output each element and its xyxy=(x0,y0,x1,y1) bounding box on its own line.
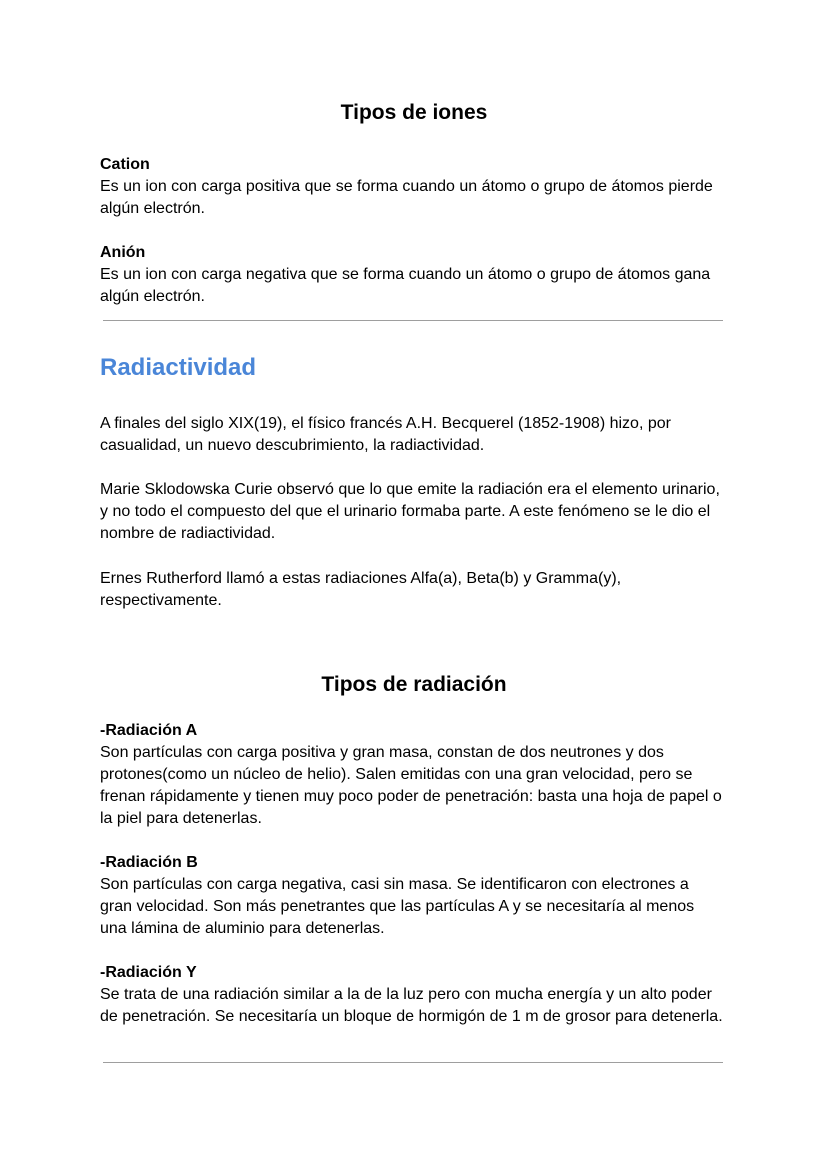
ion-types-title: Tipos de iones xyxy=(340,101,488,124)
anion-term: Anión xyxy=(100,244,146,261)
radiation-y-term: -Radiación Y xyxy=(100,964,197,981)
radioactivity-paragraph-3 xyxy=(100,568,725,612)
paragraph-text: A finales del siglo XIX(19), el físico francés A.H. Becquerel (1852-1908) hizo, por casualidad, un nuevo descubrimiento, la radiactividad. xyxy=(100,415,671,454)
cation-text: Es un ion con carga positiva que se forma cuando un átomo o grupo de átomos pierde algún electrón. xyxy=(100,178,713,217)
radioactivity-paragraph-1 xyxy=(100,413,725,457)
divider-2 xyxy=(103,1062,723,1063)
radiation-b-text: Son partículas con carga negativa, casi sin masa. Se identificaron con electrones a gran velocidad. Son más penetrantes que las partículas A y se necesitaría al menos una lámina de aluminio para detenerlas. xyxy=(100,876,695,937)
radiation-b-term: -Radiación B xyxy=(100,854,198,871)
radioactivity-paragraph-2 xyxy=(100,479,725,545)
radiation-y-text: Se trata de una radiación similar a la de la luz pero con mucha energía y un alto poder de penetración. Se necesitaría un bloque de hormigón de 1 m de grosor para detenerla. xyxy=(100,986,723,1025)
radiation-b-definition xyxy=(100,852,725,940)
divider-1 xyxy=(103,320,723,321)
radiation-a-text: Son partículas con carga positiva y gran masa, constan de dos neutrones y dos protones(como un núcleo de helio). Salen emitidas con una gran velocidad, pero se frenan rápidamente y tienen muy poco poder de penetración: basta una hoja de papel o la piel para detenerlas. xyxy=(100,744,722,827)
radiation-a-definition xyxy=(100,720,725,830)
cation-term: Cation xyxy=(100,156,150,173)
radiation-a-term: -Radiación A xyxy=(100,722,198,739)
anion-definition xyxy=(100,242,725,308)
radioactivity-heading: Radiactividad xyxy=(100,354,257,381)
radiation-types-title: Tipos de radiación xyxy=(321,673,507,696)
anion-text: Es un ion con carga negativa que se forma cuando un átomo o grupo de átomos gana algún electrón. xyxy=(100,266,711,305)
paragraph-text: Marie Sklodowska Curie observó que lo que emite la radiación era el elemento urinario, y no todo el compuesto del que el urinario formaba parte. A este fenómeno se le dio el nombre de radiactividad. xyxy=(100,481,720,542)
paragraph-text: Ernes Rutherford llamó a estas radiaciones Alfa(a), Beta(b) y Gramma(y), respectivamente. xyxy=(100,570,622,609)
cation-definition xyxy=(100,154,725,220)
radiation-y-definition xyxy=(100,962,725,1028)
